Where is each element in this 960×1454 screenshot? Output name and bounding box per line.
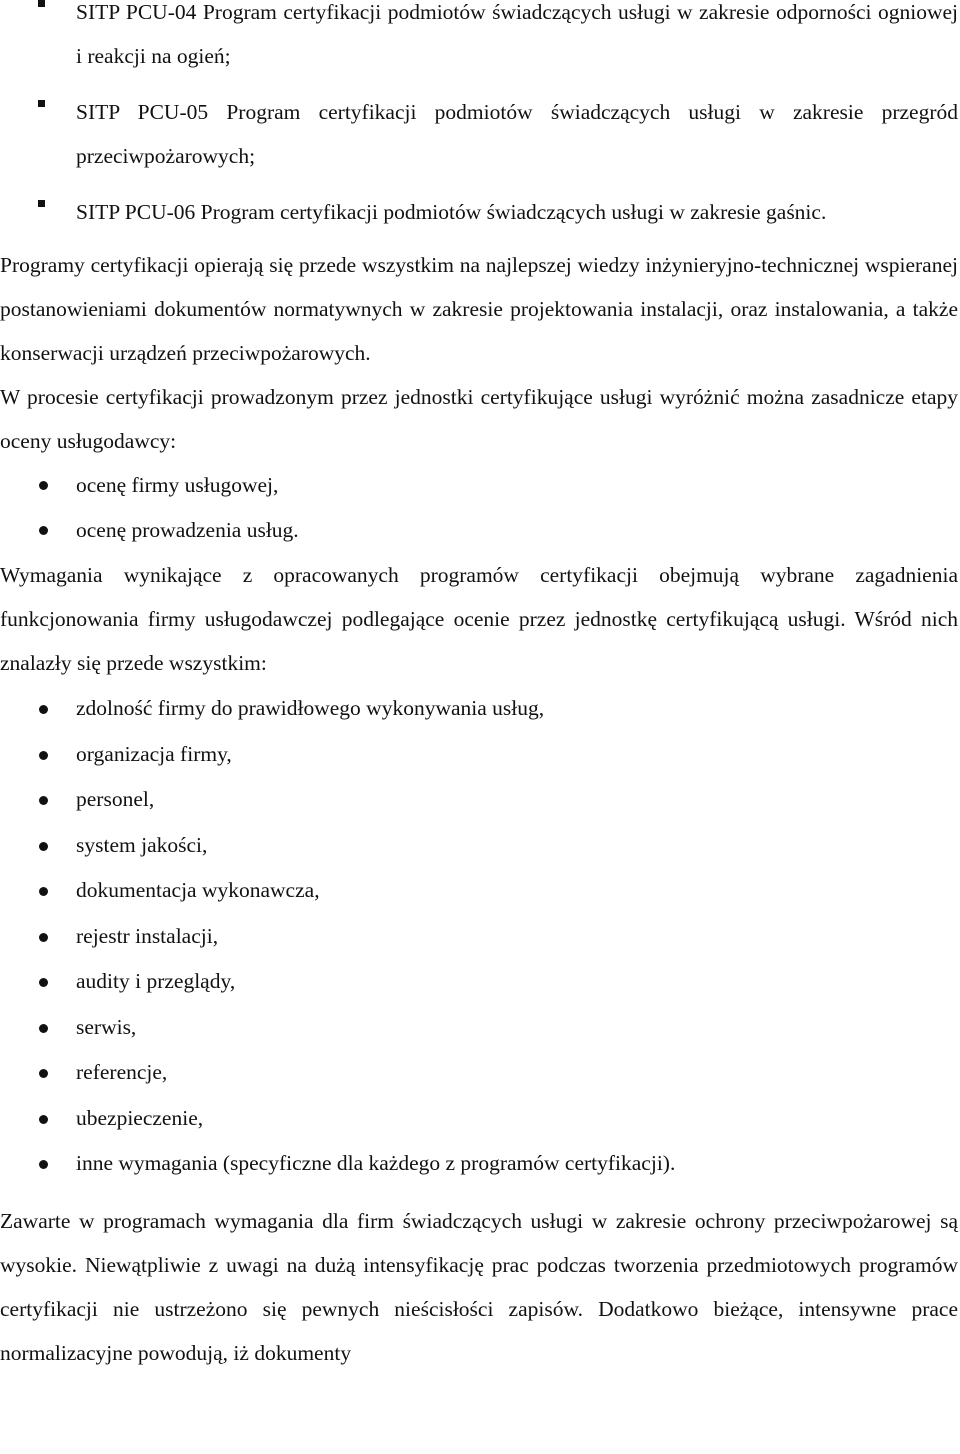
program-item [0,0,958,78]
bullet-icon [39,887,48,896]
list-item-text: ocenę prowadzenia usług. [76,518,299,542]
bullet-icon [39,1069,48,1078]
requirements-list [0,686,958,1187]
list-item-text: dokumentacja wykonawcza, [76,878,320,902]
program-item-text: SITP PCU-05 Program certyfikacji podmiotów świadczących usługi w zakresie przegród przeciwpożarowych; [76,100,958,168]
list-item [0,686,958,732]
list-item [0,959,958,1005]
bullet-icon [39,1115,48,1124]
list-item-text: serwis, [76,1014,137,1039]
list-item [0,1096,958,1142]
square-bullet-icon [38,200,45,207]
list-item-text: rejestr instalacji, [76,923,219,948]
paragraph-summary: Zawarte w programach wymagania dla firm świadczących usługi w zakresie ochrony przeciwpożarowej są wysokie. Niewątpliwie z uwagi na dużą intensyfikację prac podczas tworzenia przedmiotowych programów certyfikacji nie ustrzeżono się pewnych nieścisłości zapisów. Dodatkowo bieżące, intensywne prace normalizacyjne powodują, iż dokumenty [0,1208,958,1365]
list-item [0,732,958,778]
bullet-icon [39,1024,48,1033]
list-item [0,508,958,553]
paragraph-requirements: Wymagania wynikające z opracowanych programów certyfikacji obejmują wybrane zagadnienia funkcjonowania firmy usługodawczej podlegające ocenie przez jednostkę certyfikującą usługi. Wśród nich znalazły się przede wszystkim: [0,563,958,675]
list-item-text: ocenę firmy usługowej, [76,473,279,497]
program-item-text: SITP PCU-06 Program certyfikacji podmiotów świadczących usługi w zakresie gaśnic. [76,200,827,224]
program-list [0,0,958,234]
program-item-text: SITP PCU-04 Program certyfikacji podmiotów świadczących usługi w zakresie odporności ogniowej i reakcji na ogień; [76,0,958,68]
paragraph-knowledge: Programy certyfikacji opierają się przede wszystkim na najlepszej wiedzy inżynieryjno-technicznej wspieranej postanowieniami dokumentów normatywnych w zakresie projektowania instalacji, oraz instalowania, a także konserwacji urządzeń przeciwpożarowych. [0,253,958,365]
list-item-text: referencje, [76,1060,168,1084]
bullet-icon [39,705,48,714]
list-item-text: zdolność firmy do prawidłowego wykonywania usług, [76,696,545,720]
list-item-text: personel, [76,787,155,811]
list-item [0,868,958,914]
bullet-icon [39,751,48,760]
bullet-icon [39,1160,48,1169]
list-item [0,1005,958,1051]
list-item-text: audity i przeglądy, [76,969,236,993]
bullet-icon [39,526,48,535]
list-item [0,823,958,869]
list-item [0,1050,958,1096]
square-bullet-icon [38,0,45,7]
list-item-text: inne wymagania (specyficzne dla każdego z programów certyfikacji). [76,1151,676,1175]
list-item-text: system jakości, [76,832,208,857]
program-item [0,190,958,234]
stages-list [0,463,958,553]
list-item [0,463,958,508]
bullet-icon [39,796,48,805]
list-item-text: ubezpieczenie, [76,1105,204,1130]
list-item [0,1141,958,1187]
bullet-icon [39,842,48,851]
program-item [0,90,958,178]
bullet-icon [39,978,48,987]
bullet-icon [39,481,48,490]
bullet-icon [39,933,48,942]
square-bullet-icon [38,100,45,107]
list-item [0,914,958,960]
paragraph-stages: W procesie certyfikacji prowadzonym przez jednostki certyfikujące usługi wyróżnić można zasadnicze etapy oceny usługodawcy: [0,385,958,453]
list-item [0,777,958,823]
list-item-text: organizacja firmy, [76,741,232,766]
